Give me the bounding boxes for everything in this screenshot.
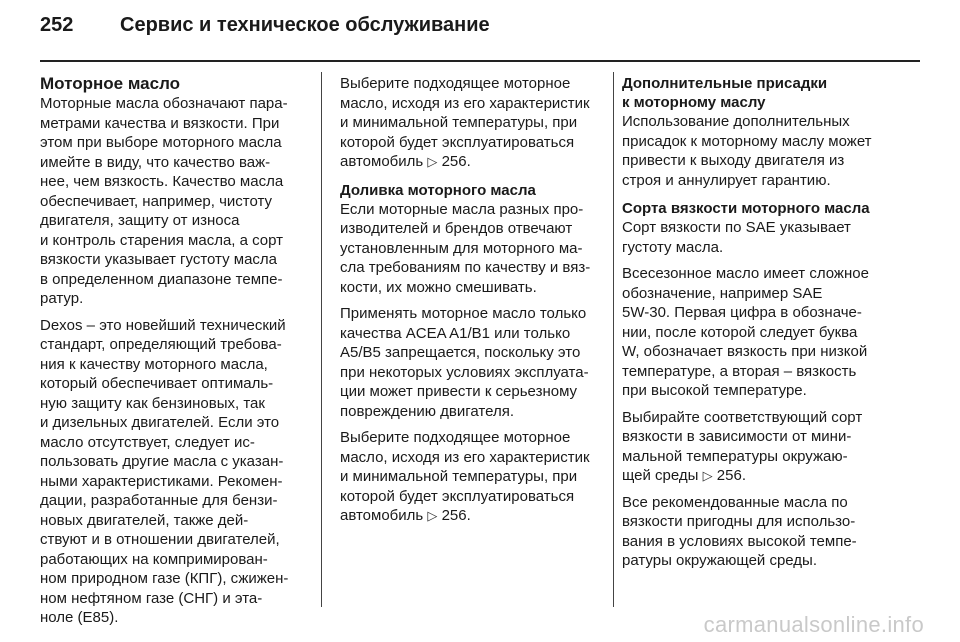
text-line: масло отсутствует, следует ис- — [40, 433, 255, 451]
text-line: ции может привести к серьезному — [340, 383, 578, 400]
text-line: ную защиту как бензиновых, так — [40, 394, 265, 412]
text-line: W, обозначает вязкость при низкой — [622, 343, 868, 360]
column-divider — [613, 72, 614, 607]
text-line: кости, их можно смешивать. — [340, 278, 537, 296]
text-line: температуре, а вторая – вязкость — [622, 362, 857, 380]
text-line: обозначение, например SAE — [622, 284, 823, 302]
text-line: ствуют и в отношении двигателей, — [40, 531, 280, 548]
text-line: ратуры окружающей среды. — [622, 552, 818, 569]
paragraph — [340, 200, 608, 298]
paragraph — [40, 94, 310, 309]
column-2 — [340, 74, 608, 533]
header-rule — [40, 60, 920, 62]
text-line: и минимальной температуры, при — [340, 468, 578, 485]
text-line: этом при выборе моторного масла — [40, 134, 282, 151]
text-line: ном нефтяном газе (СНГ) и эта- — [40, 589, 263, 607]
page-reference-icon: ▷ — [427, 508, 438, 523]
text-line: которой будет эксплуатироваться — [340, 133, 575, 151]
text-line: Применять моторное масло только — [340, 305, 587, 322]
text-line: стандарт, определяющий требова- — [40, 336, 282, 353]
text-line: установленным для моторного ма- — [340, 239, 583, 257]
text-line: Всесезонное масло имеет сложное — [622, 265, 869, 282]
text-line: при некоторых условиях эксплуата- — [340, 363, 589, 381]
text-line: ния к качеству моторного масла, — [40, 355, 268, 373]
text-line: Выберите подходящее моторное — [340, 429, 571, 446]
text-line: новых двигателей, также дей- — [40, 511, 249, 529]
text-line: 5W-30. Первая цифра в обозначе- — [622, 304, 862, 321]
text-line: вязкости в зависимости от мини- — [622, 428, 852, 445]
paragraph — [340, 304, 608, 421]
chapter-title: Сервис и техническое обслуживание — [120, 14, 490, 36]
paragraph: Выберите подходящее моторное масло, исходя из его характеристик и минимальной температуры, при которой будет эксплуатироваться автомобиль ▷ 256. — [340, 75, 590, 170]
text-line: присадок к моторному маслу может — [622, 132, 872, 150]
text-line: имейте в виду, что качество важ- — [40, 153, 271, 171]
paragraph — [622, 218, 912, 257]
text-line: сла требованиям по качеству и вяз- — [340, 259, 591, 276]
text-line: в определенном диапазоне темпе- — [40, 270, 283, 288]
subsection-title: Сорта вязкости моторного масла — [622, 200, 870, 217]
text-line: ратур. — [40, 290, 84, 307]
text-line: ноле (E85). — [40, 609, 119, 626]
text-line: ном природном газе (КПГ), сжижен- — [40, 570, 289, 587]
text-line: масло, исходя из его характеристик — [340, 448, 590, 466]
text-line: густоту масла. — [622, 238, 724, 256]
text-line: пользовать другие масла с указан- — [40, 453, 284, 470]
text-line: A5/B5 запрещается, поскольку это — [340, 344, 581, 361]
text-line: Использование дополнительных — [622, 113, 850, 130]
text-line: Dexos – это новейший технический — [40, 316, 286, 334]
text-line: Если моторные масла разных про- — [340, 200, 584, 218]
text-line: изводителей и брендов отвечают — [340, 220, 573, 237]
column-divider — [321, 72, 322, 607]
text-line: нее, чем вязкость. Качество масла — [40, 173, 284, 190]
text-line: который обеспечивает оптималь- — [40, 375, 274, 392]
page-reference[interactable]: 256. — [716, 467, 746, 484]
text-line: Все рекомендованные масла по — [622, 493, 848, 511]
text-line: к моторному маслу — [622, 94, 766, 111]
paragraph: Выбирайте соответствующий сорт вязкости в зависимости от мини- мальной температуры окружаю- щей среды ▷ 256. — [622, 408, 863, 484]
text-line: Выберите подходящее моторное — [340, 75, 571, 92]
text-line: и контроль старения масла, а сорт — [40, 231, 284, 249]
text-line: Выбирайте соответствующий сорт — [622, 408, 863, 426]
text-line: вязкости пригодны для использо- — [622, 513, 856, 530]
text-line: нии, после которой следует буква — [622, 323, 858, 341]
page-reference-icon: ▷ — [427, 154, 438, 169]
page-header — [40, 14, 490, 46]
text-line: повреждению двигателя. — [340, 402, 515, 420]
paragraph — [622, 112, 912, 190]
text-line: вания в условиях высокой темпе- — [622, 532, 857, 550]
page-reference-icon: ▷ — [702, 468, 713, 483]
watermark: carmanualsonline.info — [703, 612, 924, 637]
text-line: строя и аннулирует гарантию. — [622, 171, 831, 189]
text-line: дации, разработанные для бензи- — [40, 492, 278, 509]
subsection-title: Доливка моторного масла — [340, 181, 536, 199]
subsection-title — [622, 74, 912, 112]
paragraph — [622, 264, 912, 401]
column-1 — [40, 74, 310, 635]
paragraph: Выберите подходящее моторное масло, исходя из его характеристик и минимальной температуры, при которой будет эксплуатироваться автомобиль ▷ 256. — [340, 429, 590, 524]
text-line: работающих на компримирован- — [40, 550, 268, 568]
text-line: которой будет эксплуатироваться — [340, 487, 575, 505]
text-line: масло, исходя из его характеристик — [340, 94, 590, 112]
text-line: мальной температуры окружаю- — [622, 447, 848, 465]
page-reference[interactable]: 256. — [441, 153, 471, 170]
text-line: обеспечивает, например, чистоту — [40, 192, 273, 210]
paragraph — [40, 316, 310, 628]
text-line: и дизельных двигателей. Если это — [40, 414, 280, 431]
text-line: Моторные масла обозначают пара- — [40, 95, 288, 112]
section-title: Моторное масло — [40, 74, 181, 93]
text-line: привести к выходу двигателя из — [622, 152, 845, 169]
page-number: 252 — [40, 14, 74, 36]
text-line: при высокой температуре. — [622, 382, 807, 399]
text-line: ными характеристиками. Рекомен- — [40, 472, 283, 490]
text-line: вязкости указывает густоту масла — [40, 251, 278, 268]
column-3 — [622, 74, 912, 578]
text-line: Сорт вязкости по SAE указывает — [622, 219, 851, 236]
page-reference[interactable]: 256. — [441, 507, 471, 524]
text-line: метрами качества и вязкости. При — [40, 114, 280, 132]
text-line: качества ACEA A1/B1 или только — [340, 324, 571, 342]
text-line: Дополнительные присадки — [622, 75, 828, 92]
text-line: и минимальной температуры, при — [340, 114, 578, 131]
paragraph — [622, 493, 912, 571]
text-line: двигателя, защиту от износа — [40, 212, 240, 229]
